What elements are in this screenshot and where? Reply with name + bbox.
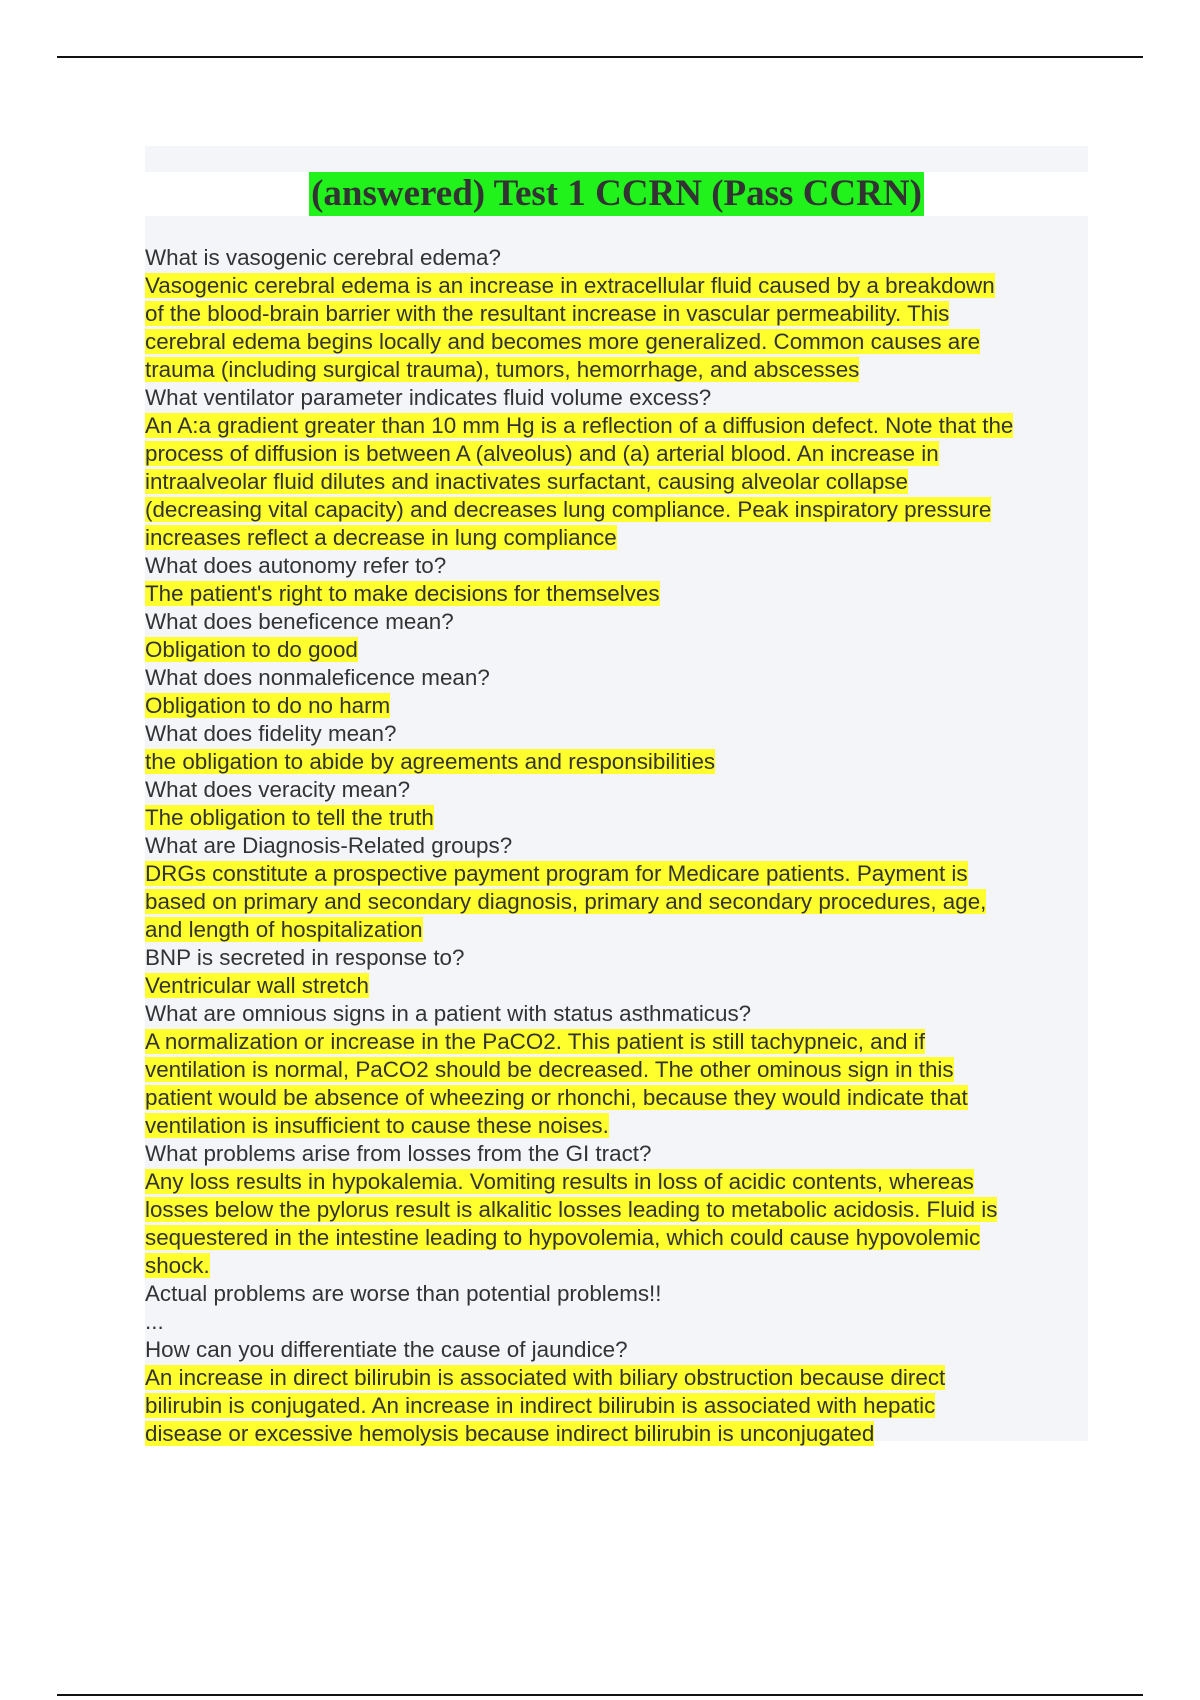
answer-line bbox=[145, 580, 1088, 608]
question-text: What are omnious signs in a patient with status asthmaticus? bbox=[145, 1001, 752, 1026]
answer-highlight: Vasogenic cerebral edema is an increase in extracellular fluid caused by a breakdown bbox=[145, 273, 995, 298]
question-text: What does autonomy refer to? bbox=[145, 553, 447, 578]
answer-line bbox=[145, 636, 1088, 664]
answer-highlight: Obligation to do no harm bbox=[145, 693, 391, 718]
answer-highlight: disease or excessive hemolysis because indirect bilirubin is unconjugated bbox=[145, 1421, 875, 1446]
answer-highlight: intraalveolar fluid dilutes and inactivates surfactant, causing alveolar collapse bbox=[145, 469, 908, 494]
answer-line bbox=[145, 804, 1088, 832]
answer-line bbox=[145, 524, 1088, 552]
answer-highlight: and length of hospitalization bbox=[145, 917, 423, 942]
answer-line bbox=[145, 1084, 1088, 1112]
answer-line bbox=[145, 1364, 1088, 1392]
answer-highlight: shock. bbox=[145, 1253, 210, 1278]
answer-highlight: patient would be absence of wheezing or rhonchi, because they would indicate that bbox=[145, 1085, 968, 1110]
answer-line bbox=[145, 1196, 1088, 1224]
answer-line bbox=[145, 300, 1088, 328]
bottom-rule bbox=[57, 1694, 1143, 1696]
answer-line bbox=[145, 1056, 1088, 1084]
answer-line bbox=[145, 972, 1088, 1000]
answer-line bbox=[145, 412, 1088, 440]
question-text: How can you differentiate the cause of jaundice? bbox=[145, 1337, 628, 1362]
answer-line bbox=[145, 916, 1088, 944]
answer-line bbox=[145, 496, 1088, 524]
answer-line bbox=[145, 1112, 1088, 1140]
qa-list bbox=[145, 244, 1088, 1448]
answer-line bbox=[145, 888, 1088, 916]
question-text: What does beneficence mean? bbox=[145, 609, 454, 634]
question-text: What ventilator parameter indicates fluid volume excess? bbox=[145, 385, 712, 410]
answer-highlight: A normalization or increase in the PaCO2. This patient is still tachypneic, and if bbox=[145, 1029, 925, 1054]
answer-line bbox=[145, 328, 1088, 356]
answer-line bbox=[145, 860, 1088, 888]
answer-line bbox=[145, 748, 1088, 776]
document-title: (answered) Test 1 CCRN (Pass CCRN) bbox=[311, 173, 922, 214]
answer-highlight: process of diffusion is between A (alveolus) and (a) arterial blood. An increase in bbox=[145, 441, 939, 466]
answer-line bbox=[145, 1224, 1088, 1252]
answer-highlight: trauma (including surgical trauma), tumors, hemorrhage, and abscesses bbox=[145, 357, 860, 382]
question-text: What problems arise from losses from the GI tract? bbox=[145, 1141, 652, 1166]
answer-highlight: cerebral edema begins locally and becomes more generalized. Common causes are bbox=[145, 329, 981, 354]
answer-highlight: losses below the pylorus result is alkalitic losses leading to metabolic acidosis. Fluid is bbox=[145, 1197, 998, 1222]
answer-highlight: Obligation to do good bbox=[145, 637, 358, 662]
answer-line bbox=[145, 356, 1088, 384]
answer-highlight: The patient's right to make decisions for themselves bbox=[145, 581, 660, 606]
answer-highlight: DRGs constitute a prospective payment program for Medicare patients. Payment is bbox=[145, 861, 968, 886]
title-row bbox=[145, 172, 1088, 216]
question-text: What is vasogenic cerebral edema? bbox=[145, 245, 501, 270]
answer-line bbox=[145, 1252, 1088, 1280]
answer-highlight: Any loss results in hypokalemia. Vomiting results in loss of acidic contents, whereas bbox=[145, 1169, 974, 1194]
question-text: BNP is secreted in response to? bbox=[145, 945, 465, 970]
answer-highlight: of the blood-brain barrier with the resultant increase in vascular permeability. This bbox=[145, 301, 950, 326]
answer-highlight: sequestered in the intestine leading to hypovolemia, which could cause hypovolemic bbox=[145, 1225, 981, 1250]
question-text: What does veracity mean? bbox=[145, 777, 411, 802]
question-text: Actual problems are worse than potential problems!! bbox=[145, 1281, 662, 1306]
answer-highlight: The obligation to tell the truth bbox=[145, 805, 434, 830]
answer-line bbox=[145, 468, 1088, 496]
answer-highlight: An increase in direct bilirubin is associated with biliary obstruction because direct bbox=[145, 1365, 946, 1390]
answer-line bbox=[145, 1028, 1088, 1056]
answer-line bbox=[145, 692, 1088, 720]
answer-highlight: An A:a gradient greater than 10 mm Hg is a reflection of a diffusion defect. Note that the bbox=[145, 413, 1014, 438]
answer-line bbox=[145, 272, 1088, 300]
answer-highlight: increases reflect a decrease in lung compliance bbox=[145, 525, 617, 550]
question-text: ... bbox=[145, 1309, 164, 1334]
question-text: What does fidelity mean? bbox=[145, 721, 397, 746]
answer-highlight: based on primary and secondary diagnosis, primary and secondary procedures, age, bbox=[145, 889, 987, 914]
top-rule bbox=[57, 56, 1143, 58]
answer-highlight: ventilation is normal, PaCO2 should be decreased. The other ominous sign in this bbox=[145, 1057, 954, 1082]
answer-highlight: the obligation to abide by agreements and responsibilities bbox=[145, 749, 716, 774]
answer-line bbox=[145, 1392, 1088, 1420]
answer-highlight: (decreasing vital capacity) and decreases lung compliance. Peak inspiratory pressure bbox=[145, 497, 992, 522]
question-text: What does nonmaleficence mean? bbox=[145, 665, 490, 690]
question-text: What are Diagnosis-Related groups? bbox=[145, 833, 513, 858]
answer-highlight: Ventricular wall stretch bbox=[145, 973, 369, 998]
answer-line bbox=[145, 440, 1088, 468]
answer-line bbox=[145, 1420, 1088, 1448]
answer-highlight: ventilation is insufficient to cause these noises. bbox=[145, 1113, 609, 1138]
answer-line bbox=[145, 1168, 1088, 1196]
answer-highlight: bilirubin is conjugated. An increase in indirect bilirubin is associated with hepatic bbox=[145, 1393, 936, 1418]
